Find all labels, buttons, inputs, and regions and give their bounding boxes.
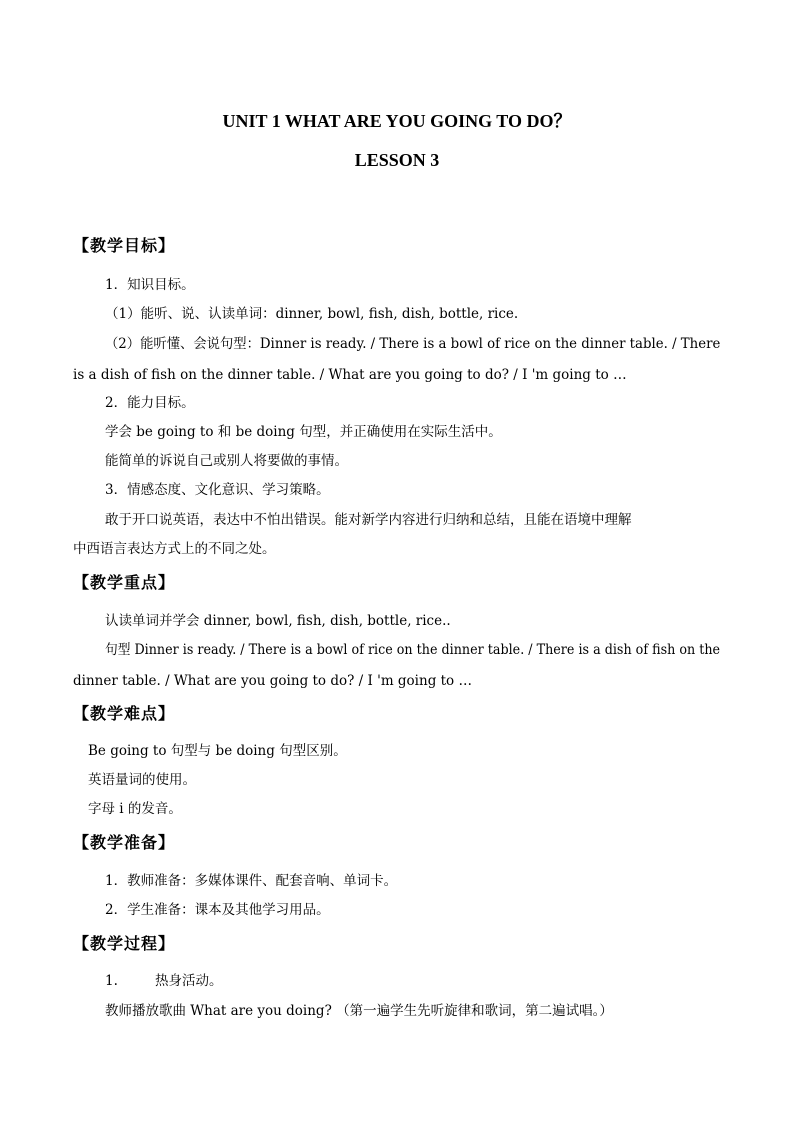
section-heading-difficulties: 【教学难点】 xyxy=(73,704,176,723)
document-title: UNIT 1 WHAT ARE YOU GOING TO DO？ xyxy=(222,111,572,131)
difficulties-text-1: Be going to 句型与 be doing 句型区别。 xyxy=(88,743,347,759)
section-heading-objectives: 【教学目标】 xyxy=(73,236,176,255)
objective-item-1-2-line1: （2）能听懂、会说句型：Dinner is ready. / There is a bowl of rice on the dinner table. / There xyxy=(105,336,721,352)
preparation-item-2: 2．学生准备：课本及其他学习用品。 xyxy=(105,902,330,918)
objective-item-2-text-2: 能简单的诉说自己或别人将要做的事情。 xyxy=(105,453,348,469)
objective-item-3: 3．情感态度、文化意识、学习策略。 xyxy=(105,482,330,498)
objective-item-1: 1．知识目标。 xyxy=(105,277,195,293)
section-heading-process: 【教学过程】 xyxy=(73,934,176,953)
process-step-1-number: 1. xyxy=(105,973,118,989)
key-points-text-2-line2: dinner table. / What are you going to do? / I 'm going to … xyxy=(73,673,472,689)
process-step-1-text: 教师播放歌曲 What are you doing? （第一遍学生先听旋律和歌词，第二遍试唱。） xyxy=(105,1003,613,1019)
key-points-text-2-line1: 句型 Dinner is ready. / There is a bowl of rice on the dinner table. / There is a dish of fish on the xyxy=(105,642,721,658)
section-heading-preparation: 【教学准备】 xyxy=(73,833,176,852)
preparation-item-1: 1．教师准备：多媒体课件、配套音响、单词卡。 xyxy=(105,873,398,889)
objective-item-2: 2．能力目标。 xyxy=(105,395,195,411)
objective-item-1-1: （1）能听、说、认读单词：dinner, bowl, fish, dish, bottle, rice. xyxy=(105,306,519,322)
objective-item-1-2-line2: is a dish of fish on the dinner table. / What are you going to do? / I 'm going to … xyxy=(73,367,627,383)
section-heading-key-points: 【教学重点】 xyxy=(73,573,176,592)
difficulties-text-3: 字母 i 的发音。 xyxy=(88,801,182,817)
difficulties-text-2: 英语量词的使用。 xyxy=(88,772,196,788)
objective-item-2-text-1: 学会 be going to 和 be doing 句型，并正确使用在实际生活中。 xyxy=(105,424,502,440)
process-step-1-label: 热身活动。 xyxy=(155,973,223,989)
objective-item-3-text-line2: 中西语言表达方式上的不同之处。 xyxy=(73,541,276,557)
objective-item-3-text-line1: 敢于开口说英语，表达中不怕出错误。能对新学内容进行归纳和总结，且能在语境中理解 xyxy=(105,512,632,528)
document-subtitle: LESSON 3 xyxy=(354,150,440,170)
key-points-text-1: 认读单词并学会 dinner, bowl, fish, dish, bottle, rice.. xyxy=(105,613,451,629)
